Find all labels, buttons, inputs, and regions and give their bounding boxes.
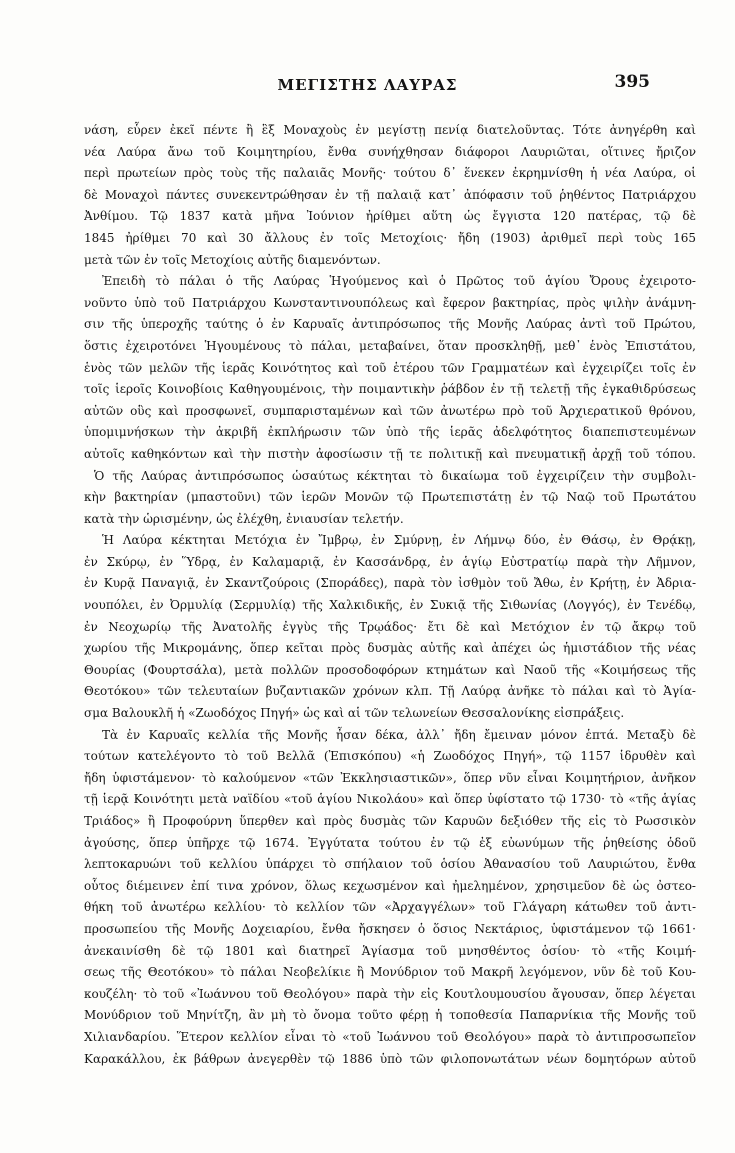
text-line: κὴν βακτηρίαν (μπαστοῦνι) τῶν ἱερῶν Μονῶν τῷ Πρωτεπιστάτῃ ἐν τῷ Ναῷ τοῦ Πρωτάτου — [84, 490, 696, 505]
text-line: νάση, εὗρεν ἐκεῖ πέντε ἢ ἓξ Μοναχοὺς ἐν μεγίστῃ πενίᾳ διατελοῦντας. Τότε ἀνηγέρθη καὶ — [84, 123, 696, 137]
text-line: ὑπομιμνήσκων τὴν ἀκριβῆ ἐκπλήρωσιν τῶν ὑπὸ τῆς ἱερᾶς ἀδελφότητος διαπεπιστευμένων — [84, 425, 696, 440]
text-line: Τὰ ἐν Καρυαῖς κελλία τῆς Μονῆς ἦσαν δέκα, ἀλλ᾽ ἤδη ἔμειναν μόνον ἑπτά. Μεταξὺ δὲ — [102, 727, 696, 742]
text-line: ἐν Κυρᾷ Παναγιᾷ, ἐν Σκαντζούροις (Σποράδες), παρὰ τὸν ἰσθμὸν τοῦ Ἄθω, ἐν Κρήτῃ, ἐν Ἀδρια- — [84, 576, 696, 591]
running-title: ΜΕΓΙΣΤΗΣ ΛΑΥΡΑΣ — [277, 76, 458, 94]
text-line: λεπτοκαρυώνι τοῦ κελλίου ὑπάρχει τὸ σπήλαιον τοῦ ὁσίου Ἀθανασίου τοῦ Λαυριώτου, ἔνθα — [84, 857, 696, 872]
text-line: οὗτος διέμεινεν ἐπί τινα χρόνον, ὅλως κεχωσμένον καὶ ἠμελημένον, χρησιμεῦον δὲ ὡς ὀστεο- — [84, 878, 696, 893]
text-line: αὐτῶν οὓς καὶ προσφωνεῖ, συμπαρισταμένων καὶ τῶν ἀνωτέρω πρὸ τοῦ Ἀρχιερατικοῦ θρόνου, — [84, 403, 696, 418]
text-line: Ἀνθίμου. Τῷ 1837 κατὰ μῆνα Ἰούνιον ἠρίθμει αὕτη ὡς ἔγγιστα 120 πατέρας, τῷ δὲ — [84, 209, 696, 224]
text-line: θήκη τοῦ ἀνωτέρω κελλίου· τὸ κελλίον τῶν «Ἀρχαγγέλων» τοῦ Γλάγαρη κάτωθεν τοῦ ἀντι- — [84, 900, 696, 915]
text-line: σιν τῆς ὑπεροχῆς ταύτης ὁ ἐν Καρυαῖς ἀντιπρόσωπος τῆς Μονῆς Λαύρας ἀντὶ τοῦ Πρώτου, — [84, 317, 696, 332]
text-line: προσωπείου τῆς Μονῆς Δοχειαρίου, ἔνθα ἤσκησεν ὁ ὅσιος Νεκτάριος, ὑφιστάμενον τῷ 1661· — [84, 921, 696, 936]
paragraph-4 — [84, 725, 696, 1071]
text-line: σεως τῆς Θεοτόκου» τὸ πάλαι Νεοβελίκιε ἢ Μονύδριον τοῦ Μακρῆ λεγόμενον, νῦν δὲ τοῦ Κου- — [84, 965, 696, 980]
text-line: ἑνὸς τῶν μελῶν τῆς ἱερᾶς Κοινότητος καὶ τοῦ ἑτέρου τῶν Γραμματέων καὶ ἐγχειρίζει τοῖς ἐν — [84, 360, 696, 375]
text-line: κατὰ τὴν ὡρισμένην, ὡς ἐλέχθη, ἐνιαυσίαν τελετήν. — [84, 511, 404, 526]
paragraph-1 — [84, 120, 696, 271]
text-line: Χιλιανδαρίου. Ἕτερον κελλίον εἶναι τὸ «τοῦ Ἰωάννου τοῦ Θεολόγου» παρὰ τὸ ἀντιπροσωπεῖον — [84, 1029, 696, 1044]
text-line: νοῦντο ὑπὸ τοῦ Πατριάρχου Κωνσταντινουπόλεως καὶ ἔφερον βακτηρίας, πρὸς ψιλὴν ἀνάμνη- — [84, 295, 696, 310]
text-line: ἐν Σκύρῳ, ἐν Ὕδρᾳ, ἐν Καλαμαριᾷ, ἐν Κασσάνδρᾳ, ἐν ἁγίῳ Εὐστρατίῳ παρὰ τὴν Λῆμνον, — [84, 554, 696, 569]
text-line: τούτων κατελέγοντο τὸ τοῦ Βελλᾶ (Ἐπισκόπου) «ἡ Ζωοδόχος Πηγή», τῷ 1157 ἱδρυθὲν καὶ — [84, 749, 696, 764]
text-line: ἐν Νεοχωρίῳ τῆς Ἀνατολῆς ἐγγὺς τῆς Τρῳάδος· ἔτι δὲ καὶ Μετόχιον ἐν τῷ ἄκρῳ τοῦ — [84, 619, 696, 634]
text-line: Καρακάλλου, ἐκ βάθρων ἀνεγερθὲν τῷ 1886 ὑπὸ τῶν φιλοπονωτάτων νέων δομητόρων αὐτοῦ — [84, 1051, 696, 1066]
text-line: Θεοτόκου» τῶν τελευταίων βυζαντιακῶν χρόνων κλπ. Τῇ Λαύρᾳ ἀνῆκε τὸ πάλαι καὶ τὸ Ἁγία- — [84, 684, 696, 699]
text-line: ὅστις ἐχειροτόνει Ἡγουμένους τὸ πάλαι, μεταβαίνει, ὅταν προσκληθῇ, μεθ᾽ ἑνὸς Ἐπιστάτου, — [84, 338, 696, 353]
body-text — [84, 120, 696, 1070]
text-line: δὲ Μοναχοὶ πάντες συνεκεντρώθησαν ἐν τῇ παλαιᾷ κατ᾽ ἀπόφασιν τοῦ ῥηθέντος Πατριάρχου — [84, 187, 696, 202]
text-line: Ἡ Λαύρα κέκτηται Μετόχια ἐν Ἴμβρῳ, ἐν Σμύρνῃ, ἐν Λήμνῳ δύο, ἐν Θάσῳ, ἐν Θρᾴκῃ, — [102, 533, 696, 548]
text-line: Θουρίας (Φουρτσάλα), μετὰ πολλῶν προσοδοφόρων κτημάτων καὶ Ναοῦ τῆς «Κοιμήσεως τῆς — [84, 662, 696, 677]
text-line: Ὁ τῆς Λαύρας ἀντιπρόσωπος ὡσαύτως κέκτηται τὸ δικαίωμα τοῦ ἐγχειρίζειν τὴν συμβολι- — [94, 468, 696, 483]
text-line: Ἐπειδὴ τὸ πάλαι ὁ τῆς Λαύρας Ἡγούμενος καὶ ὁ Πρῶτος τοῦ ἁγίου Ὄρους ἐχειροτο- — [102, 274, 696, 289]
text-line: Μονύδριον τοῦ Μηνίτζη, ἂν μὴ τὸ ὄνομα τοῦτο φέρῃ ἡ τοποθεσία Παπαρνίκια τῆς Μονῆς τοῦ — [84, 1008, 696, 1023]
text-line: περὶ πρωτείων πρὸς τοὺς τῆς παλαιᾶς Μονῆς· τούτου δ᾽ ἕνεκεν ἐκρημνίσθη ἡ νέα Λαύρα, οἱ — [84, 166, 696, 181]
paragraph-2 — [84, 271, 696, 530]
text-line: τοῖς ἱεροῖς Κοινοβίοις Καθηγουμένοις, τὴν ποιμαντικὴν ῥάβδον ἐν τῇ τελετῇ τῆς ἐγκαθιδρύσεως — [84, 382, 696, 397]
text-line: σμα Βαλουκλῆ ἡ «Ζωοδόχος Πηγή» ὡς καὶ αἱ τῶν τελωνείων Θεσσαλονίκης εἰσπράξεις. — [84, 706, 625, 721]
text-line: νουπόλει, ἐν Ὀρμυλίᾳ (Σερμυλίᾳ) τῆς Χαλκιδικῆς, ἐν Συκιᾷ τῆς Σιθωνίας (Λογγός), ἐν Τενέδῳ, — [84, 598, 696, 613]
text-line: ἀγούσης, ὅπερ ὑπῆρχε τῷ 1674. Ἐγγύτατα τούτου ἐν τῷ ἐξ εὐωνύμων τῆς ῥηθείσης ὁδοῦ — [84, 835, 696, 850]
page-number: 395 — [614, 72, 650, 92]
text-line: ἤδη ὑφιστάμενον· τὸ καλούμενον «τῶν Ἐκκλησιαστικῶν», ὅπερ νῦν εἶναι Κοιμητήριον, ἀνῆκον — [84, 770, 696, 785]
text-line: τῇ ἱερᾷ Κοινότητι μετὰ ναϊδίου «τοῦ ἁγίου Νικολάου» καὶ ὅπερ ὑφίστατο τῷ 1730· τὸ «τῆς ἁγίας — [84, 792, 696, 807]
text-line: κουζέλη· τὸ τοῦ «Ἰωάννου τοῦ Θεολόγου» παρὰ τὴν εἰς Κουτλουμουσίου ἄγουσαν, ὅπερ λέγεται — [84, 986, 696, 1001]
text-line: χωρίου τῆς Μικρομάνης, ὅπερ κεῖται πρὸς δυσμὰς αὐτῆς καὶ ἀπέχει ὡς ἡμιστάδιον τῆς νέας — [84, 641, 696, 656]
text-line: αὐτοῖς καθηκόντων καὶ τὴν πιστὴν ἀφοσίωσιν τῇ τε πολιτικῇ καὶ πνευματικῇ ἀρχῇ τοῦ τόπου. — [84, 446, 696, 461]
text-line: νέα Λαύρα ἄνω τοῦ Κοιμητηρίου, ἔνθα συνήχθησαν διάφοροι Λαυριῶται, οἵτινες ἤριζον — [84, 144, 696, 159]
running-head — [0, 72, 735, 100]
text-line: 1845 ἠρίθμει 70 καὶ 30 ἄλλους ἐν τοῖς Μετοχίοις· ἤδη (1903) ἀριθμεῖ περὶ τοὺς 165 — [84, 230, 696, 245]
paragraph-3 — [84, 530, 696, 724]
text-line: Τριάδος» ἢ Προφούρνη ὕπερθεν καὶ πρὸς δυσμὰς τῶν Καρυῶν δεξιόθεν τῆς εἰς τὸ Ρωσσικὸν — [84, 814, 696, 828]
text-line: μετὰ τῶν ἐν τοῖς Μετοχίοις αὐτῆς διαμενόντων. — [84, 252, 381, 267]
text-line: ἀνεκαινίσθη δὲ τῷ 1801 καὶ διατηρεῖ Ἁγίασμα τοῦ μνησθέντος ὁσίου· τὸ «τῆς Κοιμή- — [84, 943, 696, 958]
